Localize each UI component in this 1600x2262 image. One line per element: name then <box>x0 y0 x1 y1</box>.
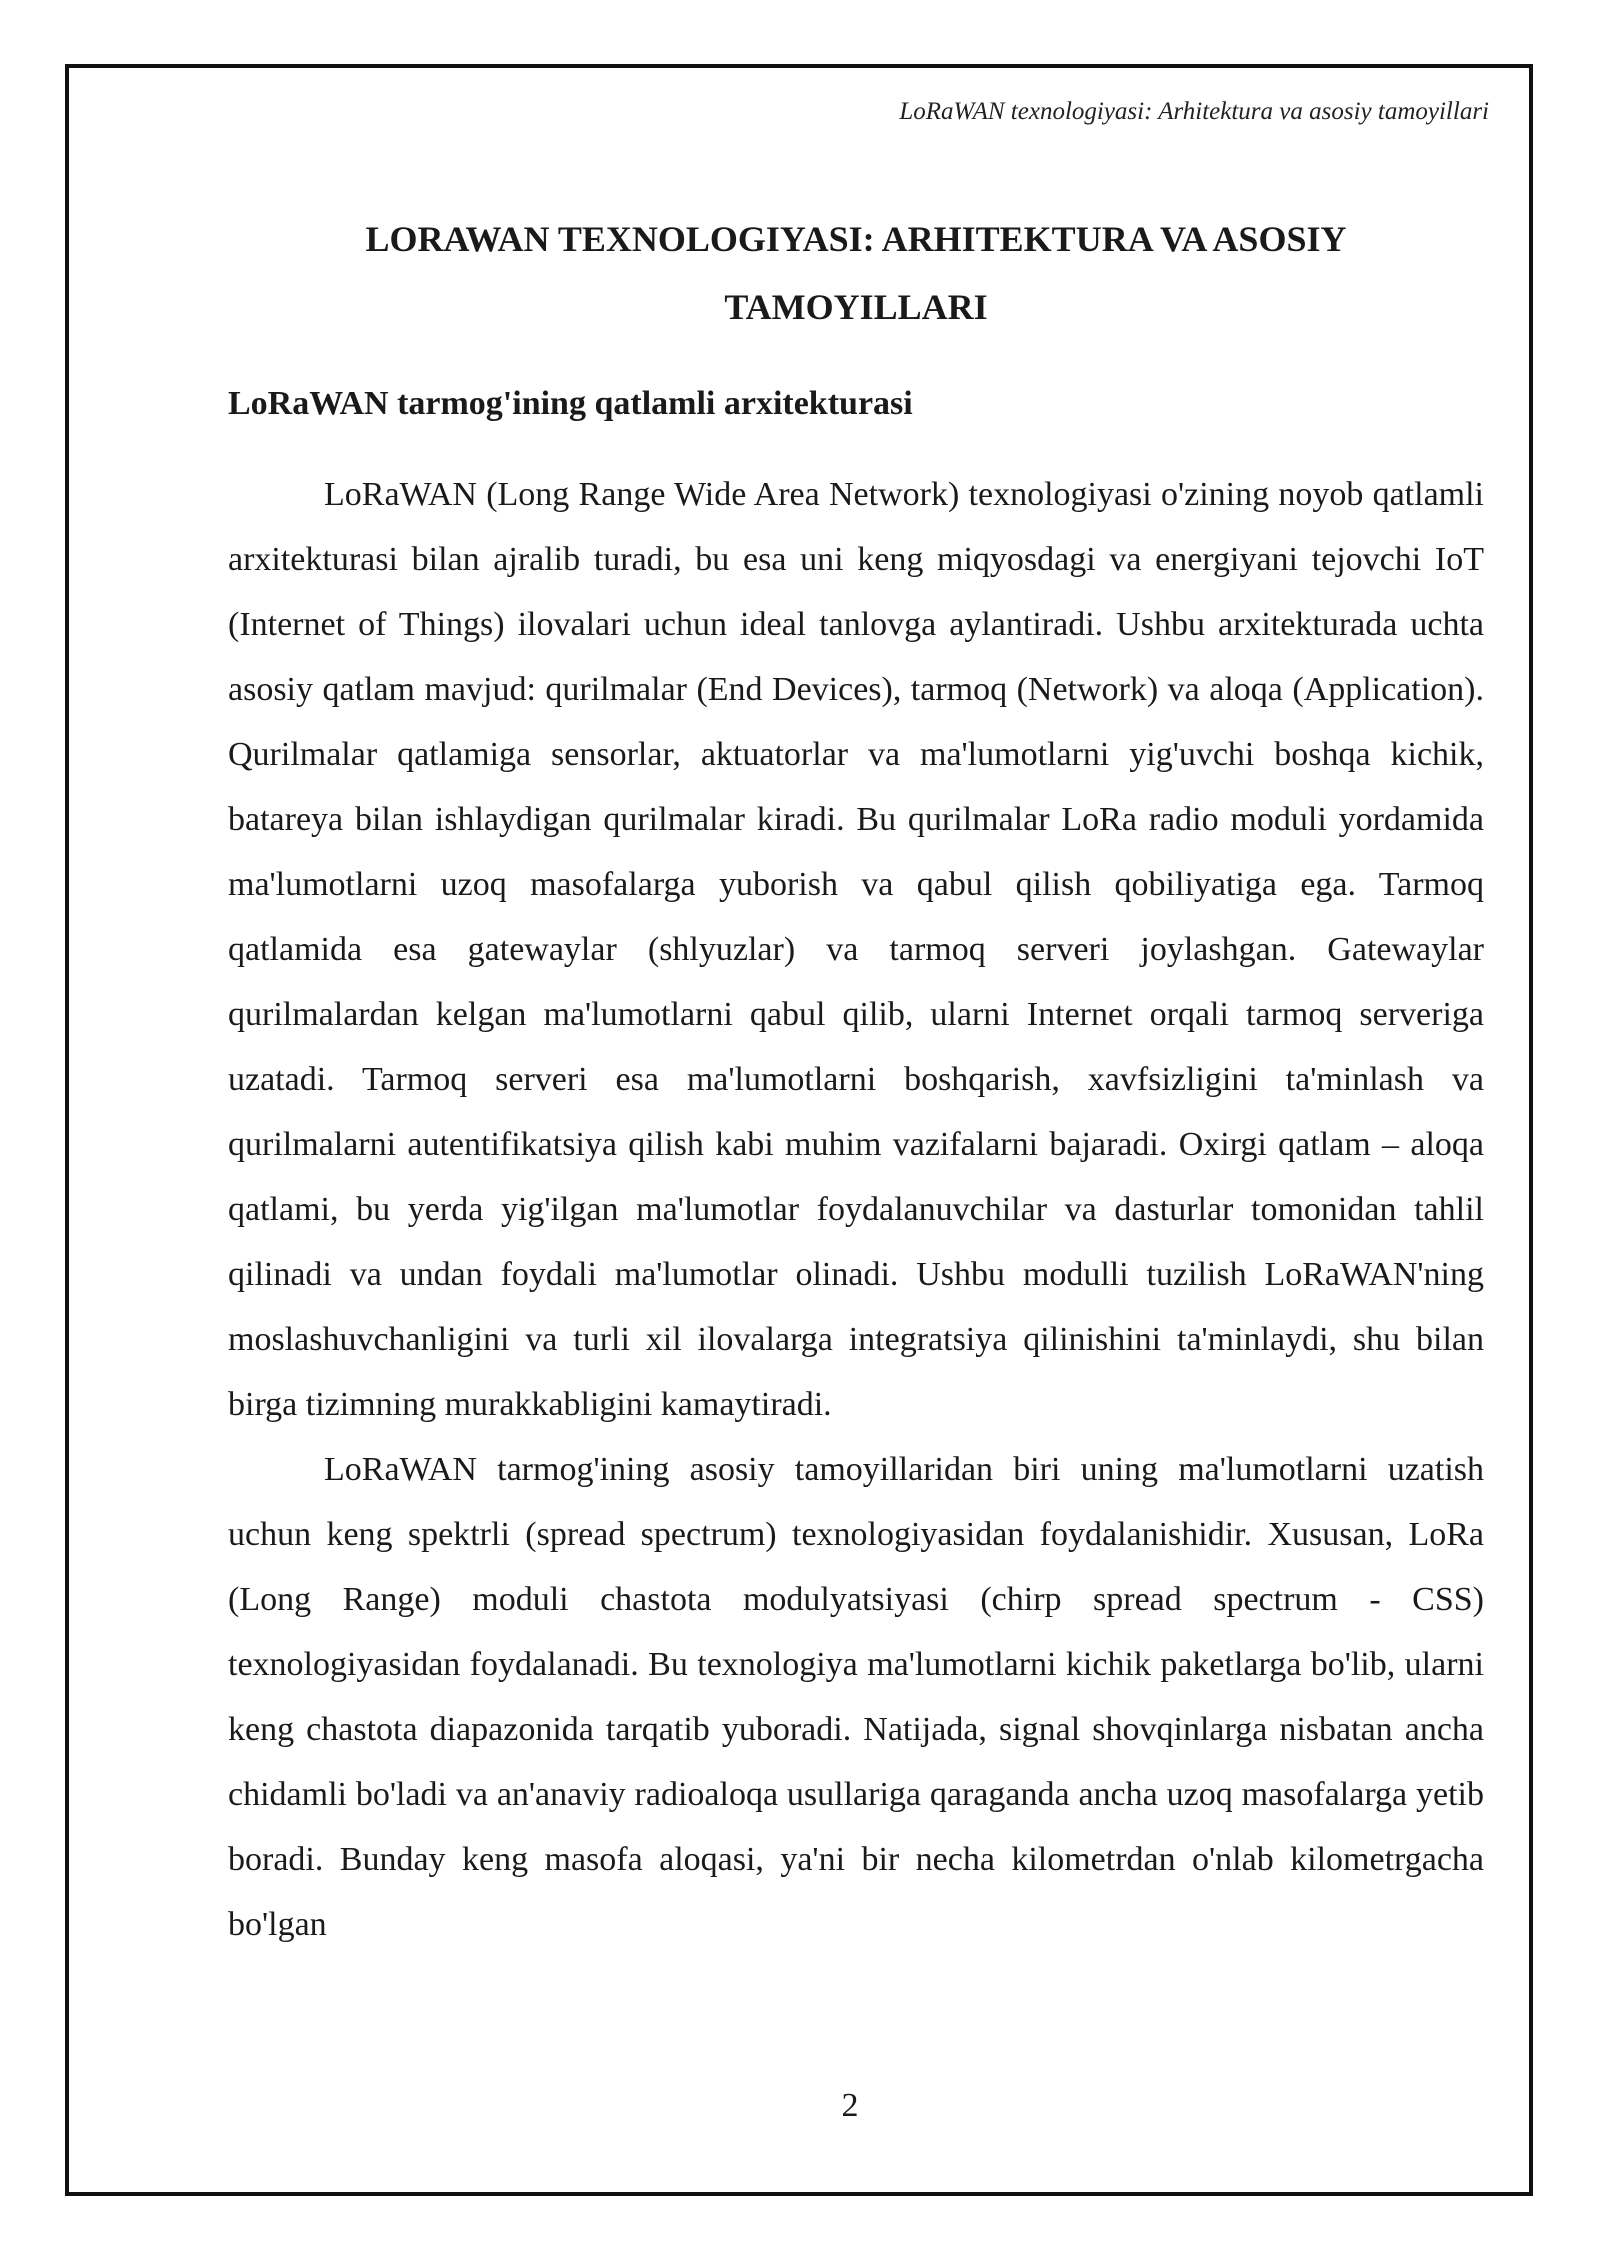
paragraph-2: LoRaWAN tarmog'ining asosiy tamoyillaridan biri uning ma'lumotlarni uzatish uchun keng spektrli (spread spectrum) texnologiyasidan foydalanishidir. Xususan, LoRa (Long Range) moduli chastota modulyatsiyasi (chirp spread spectrum - CSS) texnologiyasidan foydalanadi. Bu texnologiya ma'lumotlarni kichik paketlarga bo'lib, ularni keng chastota diapazonida tarqatib yuboradi. Natijada, signal shovqinlarga nisbatan ancha chidamli bo'ladi va an'anaviy radioaloqa usullariga qaraganda ancha uzoq masofalarga yetib boradi. Bunday keng masofa aloqasi, ya'ni bir necha kilometrdan o'nlab kilometrgacha bo'lgan <box>228 1451 1484 1943</box>
section-heading: LoRaWAN tarmog'ining qatlamli arxitekturasi <box>228 385 913 422</box>
page-number: 2 <box>841 2087 859 2124</box>
body-text <box>228 462 1484 1957</box>
running-header: LoRaWAN texnologiyasi: Arhitektura va asosiy tamoyillari <box>899 98 1489 125</box>
title-line-2: TAMOYILLARI <box>724 287 988 327</box>
paragraph-1: LoRaWAN (Long Range Wide Area Network) texnologiyasi o'zining noyob qatlamli arxitekturasi bilan ajralib turadi, bu esa uni keng miqyosdagi va energiyani tejovchi IoT (Internet of Things) ilovalari uchun ideal tanlovga aylantiradi. Ushbu arxitekturada uchta asosiy qatlam mavjud: qurilmalar (End Devices), tarmoq (Network) va aloqa (Application). Qurilmalar qatlamiga sensorlar, aktuatorlar va ma'lumotlarni yig'uvchi boshqa kichik, batareya bilan ishlaydigan qurilmalar kiradi. Bu qurilmalar LoRa radio moduli yordamida ma'lumotlarni uzoq masofalarga yuborish va qabul qilish qobiliyatiga ega. Tarmoq qatlamida esa gatewaylar (shlyuzlar) va tarmoq serveri joylashgan. Gatewaylar qurilmalardan kelgan ma'lumotlarni qabul qilib, ularni Internet orqali tarmoq serveriga uzatadi. Tarmoq serveri esa ma'lumotlarni boshqarish, xavfsizligini ta'minlash va qurilmalarni autentifikatsiya qilish kabi muhim vazifalarni bajaradi. Oxirgi qatlam – aloqa qatlami, bu yerda yig'ilgan ma'lumotlar foydalanuvchilar va dasturlar tomonidan tahlil qilinadi va undan foydali ma'lumotlar olinadi. Ushbu modulli tuzilish LoRaWAN'ning moslashuvchanligini va turli xil ilovalarga integratsiya qilinishini ta'minlaydi, shu bilan birga tizimning murakkabligini kamaytiradi. <box>228 476 1484 1423</box>
title-line-1: LORAWAN TEXNOLOGIYASI: ARHITEKTURA VA ASOSIY <box>365 219 1347 259</box>
document-title <box>228 205 1484 341</box>
